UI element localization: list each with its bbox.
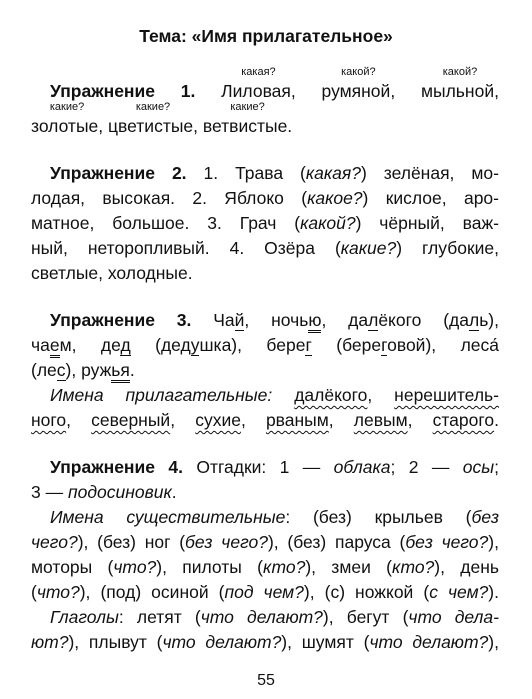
question: под чем? xyxy=(224,582,304,602)
question-note: какой? xyxy=(341,66,376,78)
text: , да xyxy=(321,310,369,330)
text: ), (без) ног ( xyxy=(77,532,186,552)
adjective: далёкого xyxy=(294,385,368,405)
marked-letter: д xyxy=(120,335,131,355)
question: чего? xyxy=(31,532,78,552)
adjective: старого xyxy=(432,410,495,430)
question: какие? xyxy=(340,238,397,258)
answer: подосиновик xyxy=(67,482,172,502)
ex1-word xyxy=(321,66,396,102)
ex2-label: Упражнение 2. xyxy=(50,163,187,183)
ex3-line-5: ного, северный, сухие, рваным, левым, старого. xyxy=(31,410,499,430)
answer: осы xyxy=(462,457,495,477)
question: какая? xyxy=(305,163,361,183)
text: ), xyxy=(488,532,499,552)
text: ) глубокие, xyxy=(396,238,499,258)
answer: облака xyxy=(333,457,391,477)
text: са xyxy=(480,335,499,355)
adjective: левым xyxy=(353,410,408,430)
question-note: какие? xyxy=(49,101,85,113)
ex2-line-4 xyxy=(31,237,499,259)
ex4-line-1 xyxy=(50,456,499,478)
adjectives-label: Имена прилагательные: xyxy=(50,385,273,405)
marked-letter: с xyxy=(56,360,66,380)
adjective: сухие xyxy=(195,410,241,430)
text: матное, большое. 3. Грач ( xyxy=(31,213,301,233)
word: румяной, xyxy=(321,81,396,101)
ex1-line-1 xyxy=(50,66,499,102)
text: . xyxy=(171,482,177,502)
marked-letter: ья xyxy=(111,360,130,383)
text: ь), xyxy=(479,310,499,330)
text: ) кислое, аро- xyxy=(362,188,499,208)
ex4-label: Упражнение 4. xyxy=(50,457,183,477)
text: ( xyxy=(31,582,37,602)
text: ), (без) паруса ( xyxy=(267,532,406,552)
text: Ча xyxy=(213,310,235,330)
question: что делают? xyxy=(162,632,282,652)
ex4-line-8 xyxy=(31,631,499,653)
word: ветвистые. xyxy=(202,116,293,136)
text: . xyxy=(129,360,135,380)
question: что? xyxy=(36,582,80,602)
marked-letter: й xyxy=(234,310,245,330)
adjective: нерешитель- xyxy=(394,385,499,405)
ex1-line-2 xyxy=(31,101,499,137)
ex4-line-6 xyxy=(31,581,499,603)
text: ), (под) осиной ( xyxy=(79,582,225,602)
ex3-label: Упражнение 3. xyxy=(50,310,192,330)
text: шка), бере xyxy=(199,335,306,355)
question-note: какой? xyxy=(442,66,478,78)
text: : летят ( xyxy=(118,607,201,627)
marked-letter: л xyxy=(368,310,379,330)
ex1-word xyxy=(202,101,293,137)
text: ), бегут ( xyxy=(322,607,409,627)
marked-letter: у xyxy=(190,335,200,355)
text: ), день xyxy=(434,557,500,577)
question-note: какие? xyxy=(230,101,265,113)
ex4-line-5 xyxy=(31,556,499,578)
marked-letter: е xyxy=(50,335,60,358)
ex1-label: Упражнение 1. xyxy=(50,81,196,101)
text: Отгадки: 1 — xyxy=(196,457,334,477)
question: кто? xyxy=(391,557,435,577)
text: ), (с) ножкой ( xyxy=(303,582,430,602)
word: Лиловая, xyxy=(221,81,296,101)
question: с чем? xyxy=(429,582,489,602)
text: : (без) крыльев ( xyxy=(285,507,472,527)
ex3-line-3 xyxy=(31,359,499,381)
adjective: рваным xyxy=(265,410,329,430)
ex2-line-3 xyxy=(31,212,499,234)
adjective: северный xyxy=(91,410,171,430)
ex1-word xyxy=(221,66,296,102)
verbs-label: Глаголы xyxy=(50,607,119,627)
adjective: ного xyxy=(31,410,67,430)
text: , ночь xyxy=(244,310,309,330)
ex2-line-1 xyxy=(50,162,499,184)
question: какое? xyxy=(307,188,363,208)
text: ; xyxy=(494,457,499,477)
text: 3 — xyxy=(31,482,68,502)
text: ), пилоты ( xyxy=(156,557,263,577)
question: кто? xyxy=(263,557,306,577)
ex1-word xyxy=(108,101,199,137)
text: ; 2 — xyxy=(390,457,463,477)
marked-letter: ю xyxy=(308,310,321,333)
question: что делают? xyxy=(369,632,489,652)
text: ) чёрный, важ- xyxy=(355,213,500,233)
text: ) зелёная, мо- xyxy=(360,163,499,183)
text: ), шумят ( xyxy=(281,632,370,652)
word: золотые, xyxy=(31,116,104,136)
text: ёкого (да xyxy=(378,310,469,330)
ex4-line-3 xyxy=(50,506,499,528)
text: ), змеи ( xyxy=(305,557,392,577)
page-title: Тема: «Имя прилагательное» xyxy=(139,26,393,46)
ex3-line-2 xyxy=(31,334,499,356)
ex4-line-2 xyxy=(31,481,499,503)
question-note: какие? xyxy=(135,101,171,113)
question: что дела- xyxy=(408,607,499,627)
question: какой? xyxy=(300,213,356,233)
text: ча xyxy=(31,335,50,355)
question: без чего? xyxy=(185,532,268,552)
text: м, де xyxy=(59,335,121,355)
question: что делают? xyxy=(200,607,323,627)
text: моторы ( xyxy=(31,557,114,577)
text: ный, неторопливый. 4. Озёра ( xyxy=(31,238,341,258)
text: ). xyxy=(488,582,499,602)
ex1-word xyxy=(420,66,499,102)
question: без xyxy=(471,507,499,527)
ex2-line-2 xyxy=(31,187,499,209)
marked-letter: л xyxy=(468,310,480,330)
text: овой), ле xyxy=(387,335,481,355)
text: (ле xyxy=(31,360,57,380)
ex3-line-4: Имена прилагательные: далёкого, нерешитель- xyxy=(50,385,499,405)
text: лодая, высокая. 2. Яблоко ( xyxy=(31,188,308,208)
text: (бере xyxy=(311,335,382,355)
ex1-word xyxy=(31,101,104,137)
ex3-line-1 xyxy=(50,309,499,331)
question: что? xyxy=(113,557,157,577)
marked-letter: г xyxy=(305,335,312,355)
text: ), плывут ( xyxy=(68,632,163,652)
question: без чего? xyxy=(405,532,489,552)
word: цветистые, xyxy=(108,116,199,136)
page-number: 55 xyxy=(257,672,275,689)
ex4-line-7 xyxy=(50,606,499,628)
text: ), руж xyxy=(65,360,112,380)
text: ), xyxy=(488,632,499,652)
nouns-label: Имена существительные xyxy=(50,507,286,527)
marked-letter: г xyxy=(381,335,388,355)
ex4-line-4 xyxy=(31,531,499,553)
text: 1. Трава ( xyxy=(203,163,306,183)
word: мыльной, xyxy=(420,81,499,101)
question-note: какая? xyxy=(241,66,276,78)
text: (дед xyxy=(130,335,191,355)
ex2-line-5: светлые, холодные. xyxy=(31,263,193,283)
question: ют? xyxy=(31,632,69,652)
